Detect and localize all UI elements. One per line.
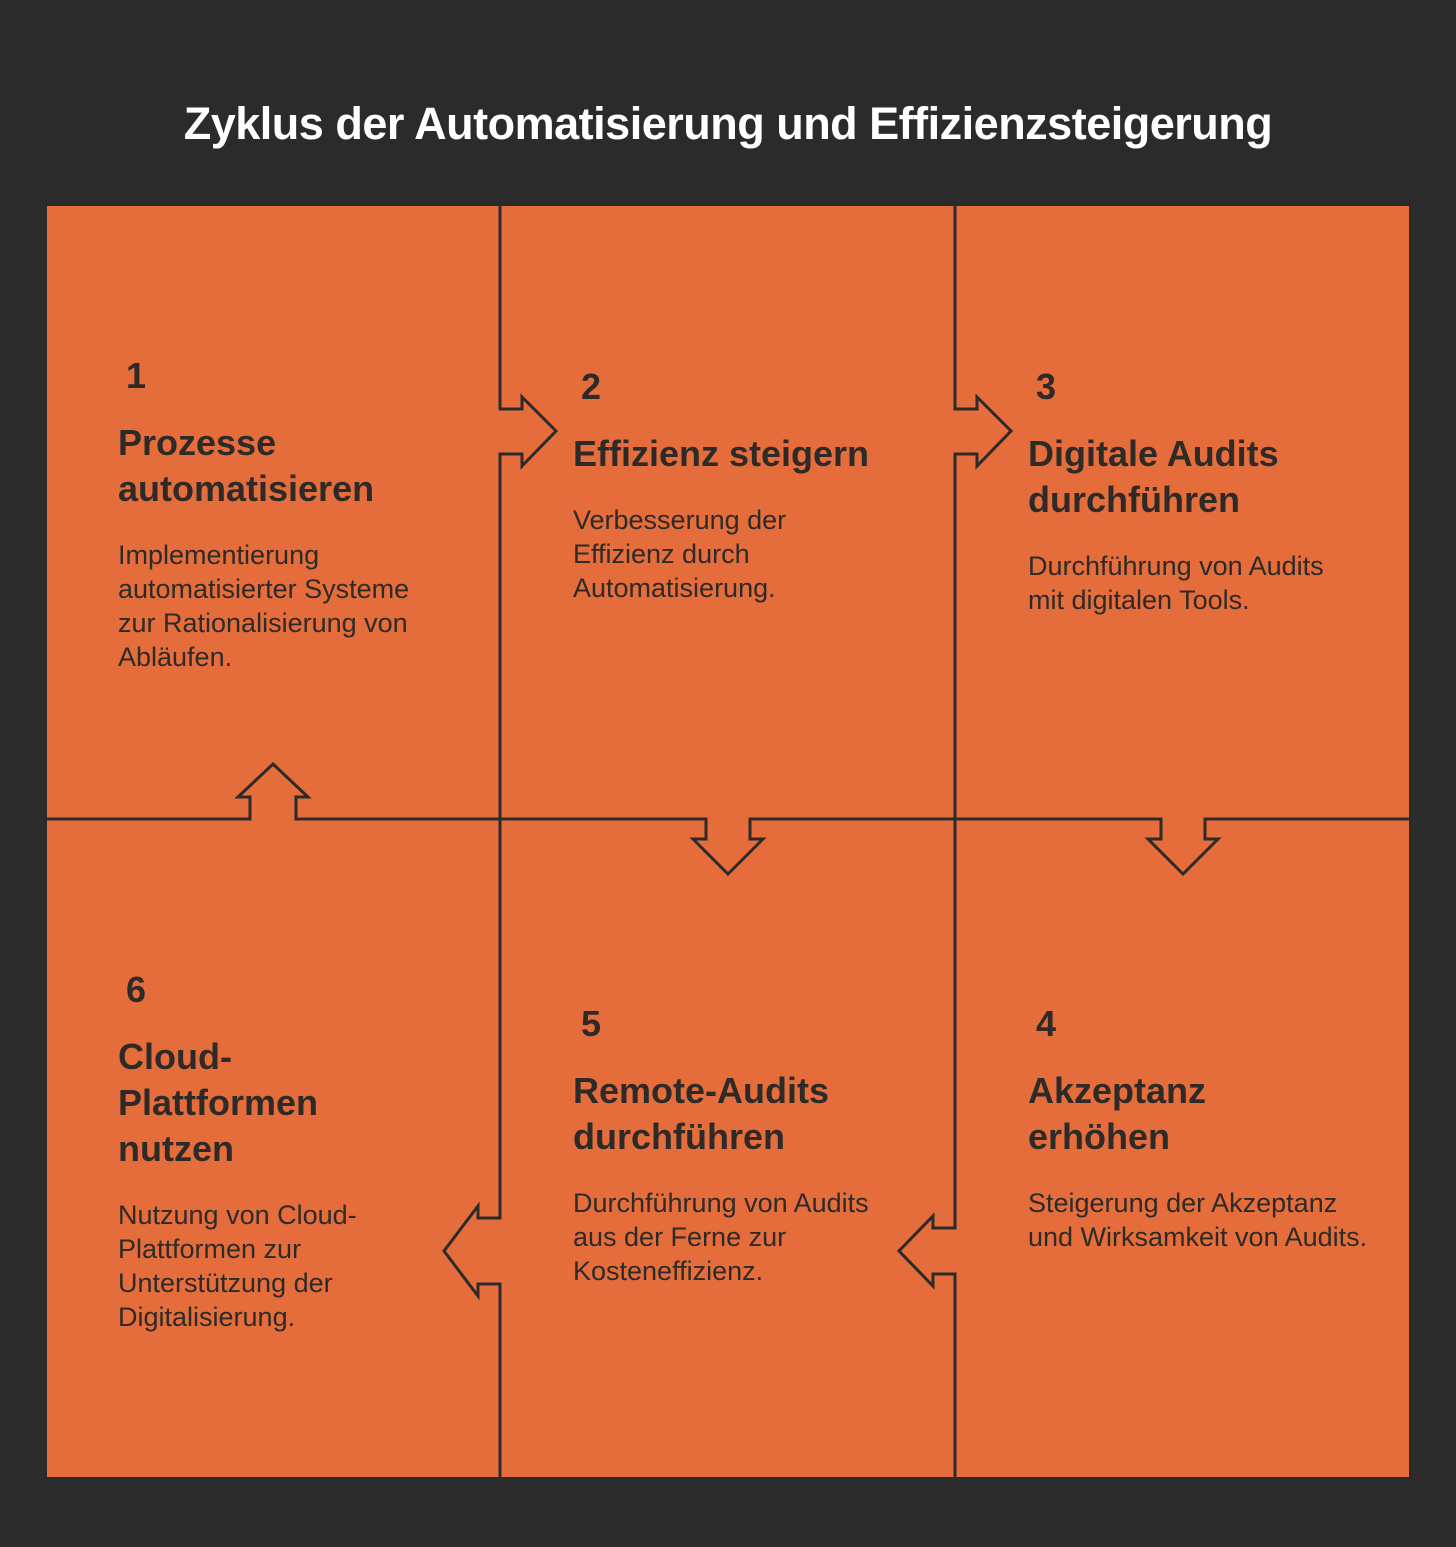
step-2: [573, 367, 903, 605]
step-heading: Effizienz steigern: [573, 433, 870, 474]
arrow-down-3-to-4: [955, 819, 1409, 874]
step-3: [1028, 367, 1328, 617]
step-number: 5: [581, 1003, 602, 1044]
step-number: 6: [126, 969, 147, 1010]
step-number: 1: [126, 355, 147, 396]
step-number: 4: [1036, 1003, 1057, 1044]
step-number: 3: [1036, 366, 1057, 407]
step-5: [573, 1004, 903, 1288]
step-description: Durchführung von Audits mit digitalen Tools.: [1028, 551, 1324, 615]
step-heading: Akzeptanz erhöhen: [1028, 1070, 1207, 1157]
step-description: Implementierung automatisierter Systeme zur Rationalisierung von Abläufen.: [118, 540, 410, 672]
step-description: Durchführung von Audits aus der Ferne zur Kosteneffizienz.: [573, 1188, 869, 1286]
diagram-title: Zyklus der Automatisierung und Effizienzsteigerung: [183, 98, 1273, 149]
step-heading: Cloud-Plattformen nutzen: [118, 1036, 319, 1169]
arrow-right-1-to-2: [444, 206, 556, 1477]
arrow-right-2-to-3: [899, 206, 1011, 1477]
step-6: [118, 970, 408, 1334]
step-description: Verbesserung der Effizienz durch Automatisierung.: [573, 505, 787, 603]
step-heading: Digitale Audits durchführen: [1028, 433, 1279, 520]
arrow-up-6-to-1: [47, 764, 500, 819]
step-4: [1028, 1004, 1368, 1254]
step-heading: Prozesse automatisieren: [118, 422, 375, 509]
arrow-down-middle: [500, 819, 955, 874]
step-description: Steigerung der Akzeptanz und Wirksamkeit von Audits.: [1028, 1188, 1368, 1252]
step-1: [118, 356, 448, 674]
step-description: Nutzung von Cloud-Plattformen zur Unterstützung der Digitalisierung.: [118, 1200, 357, 1332]
step-heading: Remote-Audits durchführen: [573, 1070, 830, 1157]
step-number: 2: [581, 366, 602, 407]
